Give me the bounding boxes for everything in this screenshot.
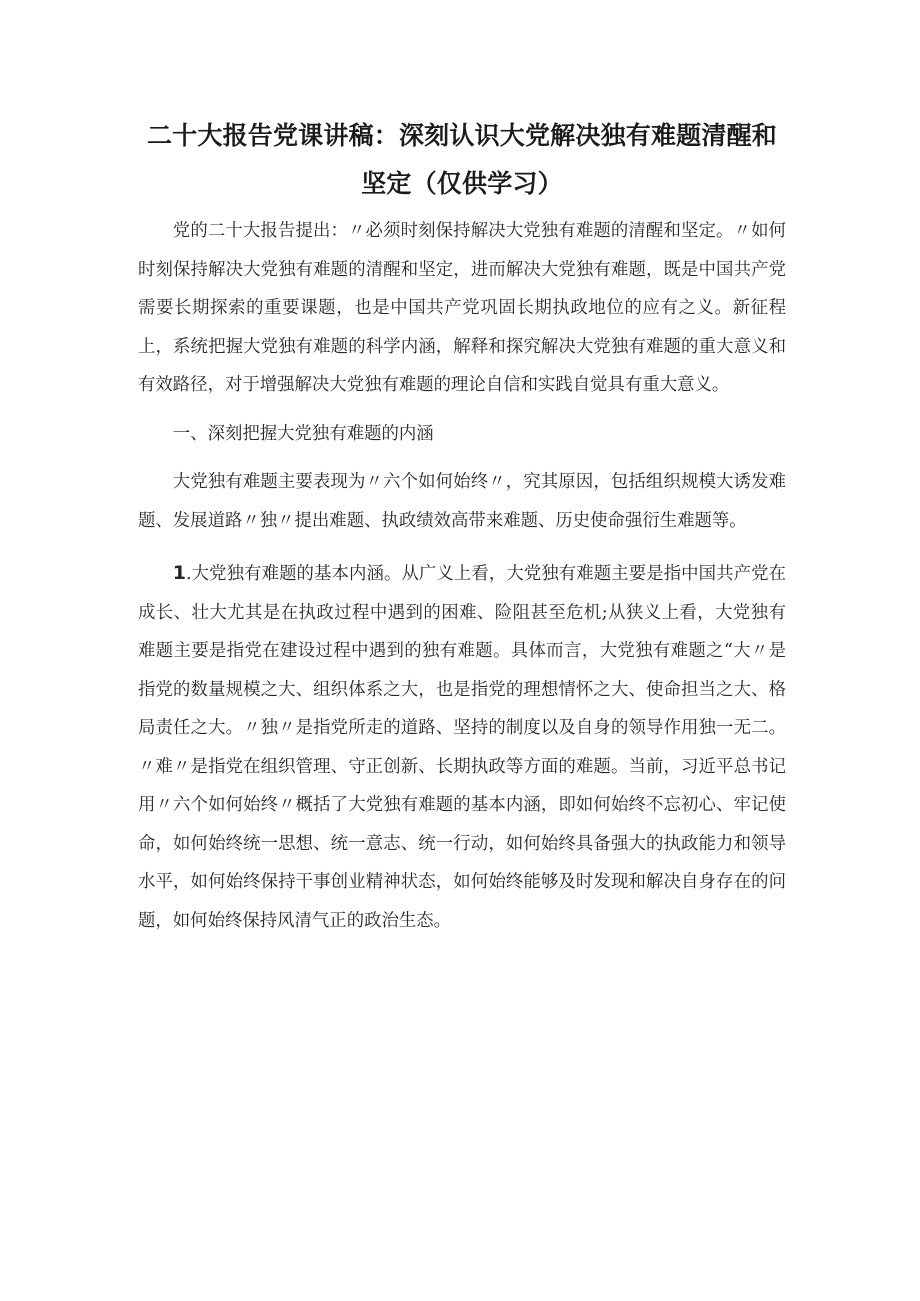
document-page (138, 112, 786, 940)
item-number: 1 (172, 562, 187, 584)
paragraph-basic-connotation (138, 554, 786, 940)
paragraph-basic-connotation-text: .大党独有难题的基本内涵。从广义上看，大党独有难题主要是指中国共产党在成长、壮大尤其是在执政过程中遇到的困难、险阻甚至危机;从狭义上看，大党独有难题主要是指党在建设过程中遇到的独有难题。具体而言，大党独有难题之“大〃是指党的数量规模之大、组织体系之大，也是指党的理想情怀之大、使命担当之大、格局责任之大。〃独〃是指党所走的道路、坚持的制度以及自身的领导作用独一无二。〃难〃是指党在组织管理、守正创新、长期执政等方面的难题。当前，习近平总书记用〃六个如何始终〃概括了大党独有难题的基本内涵，即如何始终不忘初心、牢记使命，如何始终统一思想、统一意志、统一行动，如何始终具备强大的执政能力和领导水平，如何始终保持干事创业精神状态，如何始终能够及时发现和解决自身存在的问题，如何始终保持风清气正的政治生态。 (138, 564, 786, 931)
paragraph-causes: 大党独有难题主要表现为〃六个如何始终〃，究其原因，包括组织规模大诱发难题、发展道路〃独〃提出难题、执政绩效高带来难题、历史使命强衍生难题等。 (138, 472, 786, 531)
paragraph-intro: 党的二十大报告提出：〃必须时刻保持解决大党独有难题的清醒和坚定。〃如何时刻保持解决大党独有难题的清醒和坚定，进而解决大党独有难题，既是中国共产党需要长期探索的重要课题，也是中国共产党巩固长期执政地位的应有之义。新征程上，系统把握大党独有难题的科学内涵，解释和探究解决大党独有难题的重大意义和有效路径，对于增强解决大党独有难题的理论自信和实践自觉具有重大意义。 (138, 221, 786, 395)
section-heading-1: 一、深刻把握大党独有难题的内涵 (172, 423, 434, 444)
document-title: 二十大报告党课讲稿：深刻认识大党解决独有难题清醒和坚定（仅供学习） (146, 121, 777, 198)
